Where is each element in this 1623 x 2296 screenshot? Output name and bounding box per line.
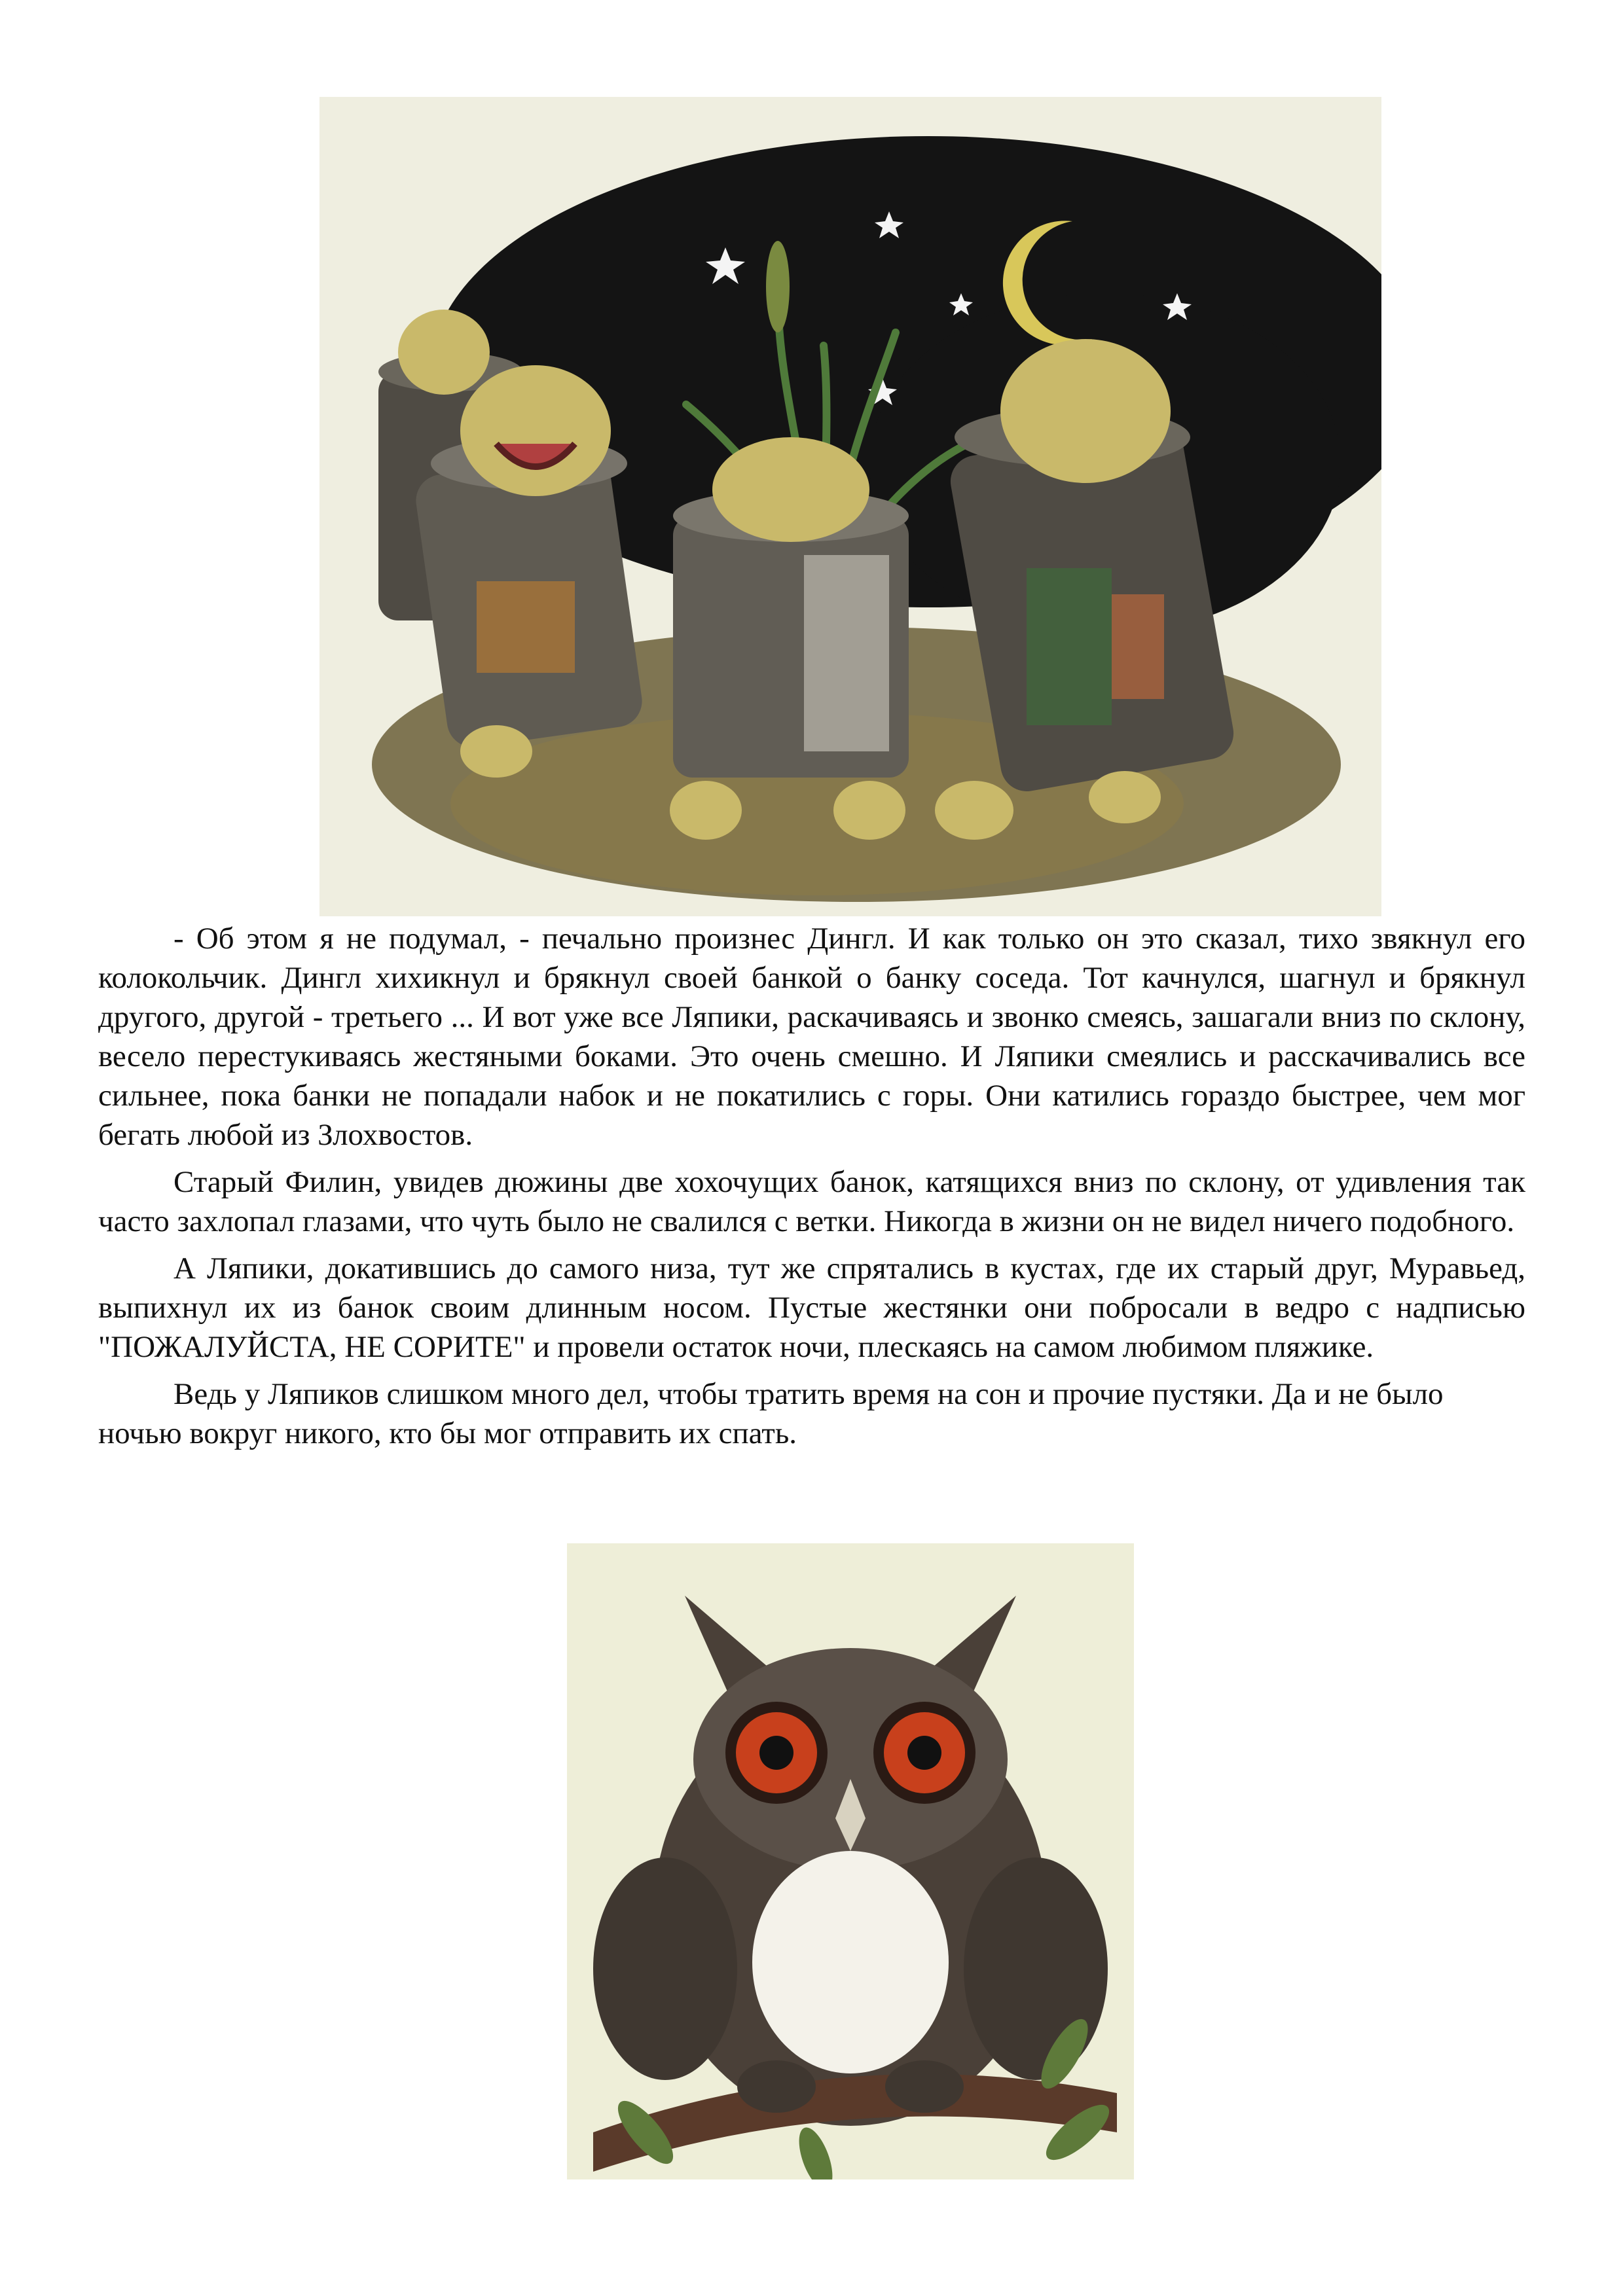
cans-characters-illustration <box>319 97 1381 916</box>
owl-on-branch-icon <box>567 1543 1134 2179</box>
story-text <box>98 919 1525 1461</box>
paragraph-3: А Ляпики, докатившись до самого низа, тут же спрятались в кустах, где их старый друг, Муравьед, выпихнул их из банок своим длинным носом. Пустые жестянки они побросали в ведро с надписью "ПОЖАЛУЙСТА, НЕ СОРИТЕ" и провели остаток ночи, плескаясь на самом любимом пляжике. <box>98 1251 1525 1364</box>
paragraph-2: Старый Филин, увидев дюжины две хохочущих банок, катящихся вниз по склону, от удивления так часто захлопал глазами, что чуть было не свалился с ветки. Никогда в жизни он не видел ничего подобного. <box>98 1165 1525 1238</box>
paragraph-1: - Об этом я не подумал, - печально произнес Дингл. И как только он это сказал, тихо звякнул его колокольчик. Дингл хихикнул и брякнул своей банкой о банку соседа. Тот качнулся, шагнул и брякнул другого, другой - третьего ... И вот уже все Ляпики, раскачиваясь и звонко смеясь, зашагали вниз по склону, весело перестукиваясь жестяными боками. Это очень смешно. И Ляпики смеялись и расскачивались все сильнее, пока банки не попадали набок и не покатились с горы. Они катились гораздо быстрее, чем мог бегать любой из Злохвостов. <box>98 922 1525 1152</box>
paragraph-4: Ведь у Ляпиков слишком много дел, чтобы тратить время на сон и прочие пустяки. Да и не было ночью вокруг никого, кто бы мог отправить их спать. <box>98 1377 1444 1450</box>
owl-illustration <box>567 1543 1134 2179</box>
cans-characters-night-illustration-icon <box>319 97 1381 916</box>
